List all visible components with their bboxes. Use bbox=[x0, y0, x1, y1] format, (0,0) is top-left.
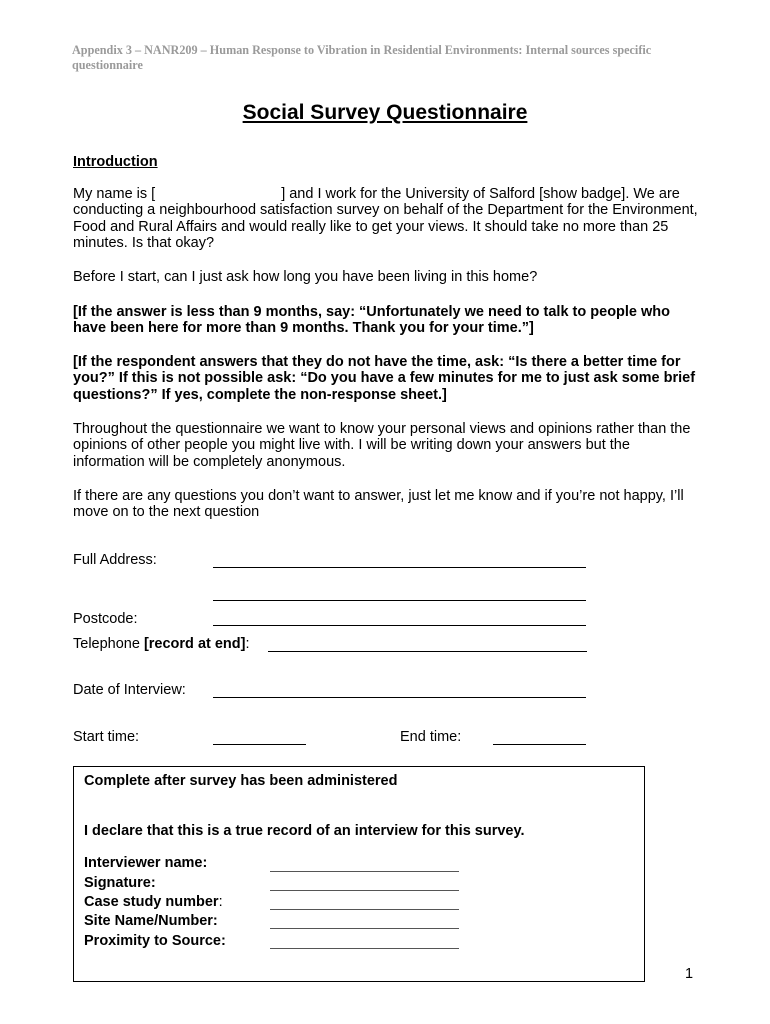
proximity-to-source-label: Proximity to Source: bbox=[84, 933, 226, 949]
intro-name-start: My name is [ bbox=[73, 186, 156, 202]
telephone-line[interactable] bbox=[268, 651, 587, 652]
end-time-line[interactable] bbox=[493, 744, 586, 745]
page-header: Appendix 3 – NANR209 – Human Response to Vibration in Residential Environments: Internal sources specific questionnaire bbox=[72, 43, 652, 72]
interviewer-name-label: Interviewer name: bbox=[84, 855, 208, 871]
interviewer-name-line[interactable] bbox=[270, 871, 459, 872]
full-address-label: Full Address: bbox=[73, 552, 157, 568]
completion-box bbox=[73, 766, 645, 982]
date-of-interview-label: Date of Interview: bbox=[73, 682, 186, 698]
case-study-number-label bbox=[84, 894, 223, 910]
signature-line[interactable] bbox=[270, 890, 459, 891]
instruction-no-time: [If the respondent answers that they do not have the time, ask: “Is there a better time for you?” If this is not possible ask: “Do you have a few minutes for me to just ask some brief questions?” If yes, complete the non-response sheet.] bbox=[73, 354, 696, 403]
site-name-number-label: Site Name/Number: bbox=[84, 913, 218, 929]
intro-paragraph-living: Before I start, can I just ask how long you have been living in this home? bbox=[73, 269, 538, 285]
full-address-line-2[interactable] bbox=[213, 600, 586, 601]
page-number: 1 bbox=[685, 966, 694, 982]
intro-name-rest: ] and I work for the University of Salford [show badge]. We are conducting a neighbourhood satisfaction survey on behalf of the Department for the Environment, Food and Rural Affairs and would really like to get your views. It should take no more than 25 minutes. Is that okay? bbox=[73, 186, 698, 251]
intro-paragraph-questions: If there are any questions you don’t want to answer, just let me know and if you’re not happy, I’ll move on to the next question bbox=[73, 488, 684, 521]
case-study-number-colon: : bbox=[218, 894, 223, 910]
telephone-label bbox=[73, 636, 250, 652]
page-title: Social Survey Questionnaire bbox=[242, 101, 528, 124]
postcode-label: Postcode: bbox=[73, 611, 138, 627]
start-time-line[interactable] bbox=[213, 744, 306, 745]
site-name-number-line[interactable] bbox=[270, 928, 459, 929]
proximity-to-source-line[interactable] bbox=[270, 948, 459, 949]
introduction-heading: Introduction bbox=[73, 154, 158, 170]
case-study-number-line[interactable] bbox=[270, 909, 459, 910]
date-of-interview-line[interactable] bbox=[213, 697, 586, 698]
end-time-label: End time: bbox=[400, 729, 462, 745]
completion-box-heading: Complete after survey has been administered bbox=[84, 773, 398, 789]
start-time-label: Start time: bbox=[73, 729, 140, 745]
intro-paragraph-views: Throughout the questionnaire we want to know your personal views and opinions rather than the opinions of other people you might live with. I will be writing down your answers but the information will be completely anonymous. bbox=[73, 421, 691, 470]
telephone-colon: : bbox=[245, 636, 250, 652]
instruction-nine-months: [If the answer is less than 9 months, say: “Unfortunately we need to talk to people who have been here for more than 9 months. Thank you for your time.”] bbox=[73, 304, 671, 337]
signature-label: Signature: bbox=[84, 875, 156, 891]
declaration-text: I declare that this is a true record of an interview for this survey. bbox=[84, 823, 525, 839]
telephone-text: Telephone bbox=[73, 636, 144, 652]
case-study-number-text: Case study number bbox=[84, 894, 219, 910]
intro-paragraph-name bbox=[73, 186, 703, 251]
postcode-line[interactable] bbox=[213, 625, 586, 626]
full-address-line-1[interactable] bbox=[213, 567, 586, 568]
telephone-note: [record at end] bbox=[143, 636, 246, 652]
